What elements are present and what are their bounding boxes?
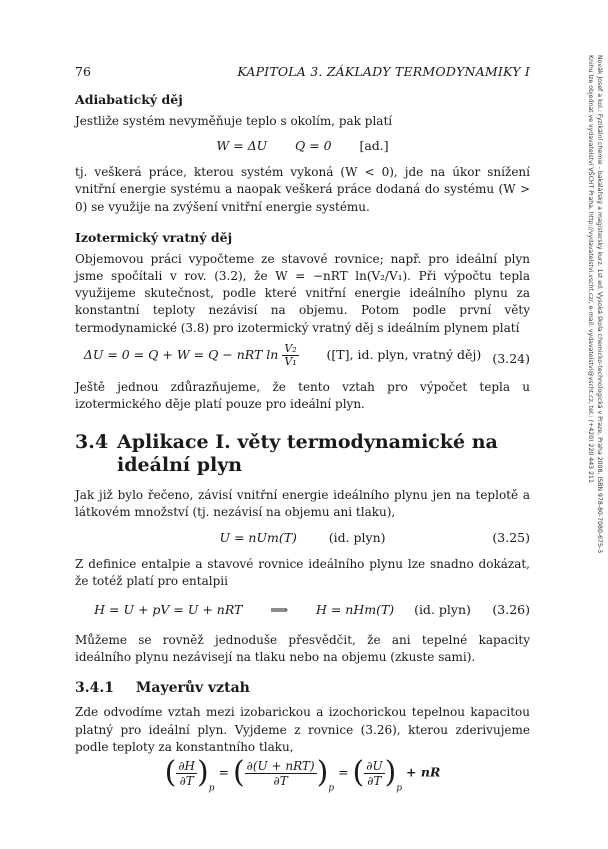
subsection-title: Mayerův vztah: [135, 680, 250, 697]
section-title: Aplikace I. věty termodynamické na ideální plyn: [117, 431, 498, 477]
eq-3-24-fraction: [282, 343, 298, 368]
equation-3-25: [75, 526, 530, 552]
isothermal-text: Objemovou práci vypočteme ze stavové rovnice; např. pro ideální plyn jsme spočítali v rov. (3.2), že W = −nRT ln(V₂/V₁). Při výpočtu tepla využijeme skutečnost, podle které vnitřní energie ideálního plynu za konstantní teploty nezávisí na objemu. Potom podle první věty termodynamické (3.8) pro izotermický vratný děj s ideálním plynem platí: [75, 251, 530, 335]
subsection-heading: [75, 680, 530, 696]
mayer-frac-2: [245, 759, 317, 788]
mayer-frac-1-top: ∂H: [178, 758, 196, 773]
eq-3-24-number: (3.24): [492, 350, 530, 366]
eq-3-25-condition: (id. plyn): [328, 529, 386, 545]
equation-mayer: ( $\frac{\partial H}{\partial T}$ )$_p$ = ( ∂(U + nRT) ∂T )$_p$ = ( $\frac{\partial U}{\partial T}$ )$_p$ + nR: [164, 755, 441, 794]
eq-3-25-main: U = nUm(T): [219, 529, 297, 545]
mayer-frac-2-bot: ∂T: [273, 773, 288, 788]
isothermal-note: Ještě jednou zdůrazňujeme, že tento vztah pro výpočet tepla u izotermického děje platí pouze pro ideální plyn.: [75, 379, 530, 412]
eq-3-24-frac-bot: V₁: [284, 354, 297, 368]
section-text-2: Z definice entalpie a stavové rovnice ideálního plynu lze snadno dokázat, že totéž platí pro entalpii: [75, 556, 530, 588]
adiabatic-heading: Adiabatický děj: [75, 92, 183, 107]
adiabatic-text: tj. veškerá práce, kterou systém vykoná (W < 0), jde na úkor snížení vnitřní energie systému a naopak veškerá práce dodaná do systému (W > 0) se využije na zvýšení vnitřní energie systému.: [75, 165, 530, 214]
section-number: 3.4: [75, 431, 109, 454]
mayer-sub-1: p: [208, 783, 215, 794]
subsection-text: Zde odvodíme vztah mezi izobarickou a izochorickou tepelnou kapacitou platný pro ideální plyn. Vyjdeme z rovnice (3.26), kterou zderivujeme podle teploty za konstantního tlaku,: [75, 705, 530, 754]
equation-adiabatic: [75, 134, 530, 160]
eq-3-24-condition: ([T], id. plyn, vratný děj): [326, 346, 482, 362]
sidebar-citation: [578, 55, 608, 795]
eq-3-24-main: ΔU = 0 = Q + W = Q − nRT ln: [83, 346, 279, 362]
section-text-1: Jak již bylo řečeno, závisí vnitřní energie ideálního plynu jen na teplotě a látkovém množství (tj. nezávisí na objemu ani tlaku),: [75, 488, 530, 520]
sidebar-line-1: Novák Josef a kol.: Fyzikální chemie - bakalářský a magisterský kurz. 1st ed. Vysoká škola chemicko-technologická v Praze, Praha 2008. ISBN 978-80-7080-675-3: [596, 55, 603, 554]
section-text-3: Můžeme se rovněž jednoduše přesvědčit, že ani tepelné kapacity ideálního plynu nezávisejí na tlaku nebo na objemu (zkuste sami).: [75, 633, 530, 665]
eq-3-25-number: (3.25): [492, 529, 530, 545]
mayer-sub-2: p: [328, 783, 335, 794]
adiabatic-intro: Jestliže systém nevyměňuje teplo s okolím, pak platí: [75, 114, 393, 128]
eq-adiabatic-tag: [ad.]: [359, 138, 389, 154]
page-body: [75, 92, 530, 808]
eq-3-26-right: H = nHm(T): [315, 602, 395, 618]
mayer-eq-2: =: [338, 764, 349, 780]
mayer-frac-1-bot: ∂T: [179, 773, 194, 788]
mayer-sub-3: p: [396, 783, 403, 794]
equation-3-24: [75, 341, 530, 375]
chapter-header: KAPITOLA 3. ZÁKLADY TERMODYNAMIKY I: [237, 64, 530, 79]
eq-3-26-arrow: ⟹: [270, 602, 289, 618]
eq-3-26-left: H = U + pV = U + nRT: [94, 602, 243, 618]
isothermal-heading: Izotermický vratný děj: [75, 229, 233, 245]
section-heading: [75, 431, 530, 477]
eq-3-26-number: (3.26): [492, 602, 530, 618]
mayer-frac-1: [176, 759, 197, 788]
eq-3-26-condition: (id. plyn): [414, 602, 471, 618]
subsection-number: 3.4.1: [75, 680, 114, 697]
eq-3-24-frac-top: V₂: [284, 341, 297, 355]
equation-3-26: [75, 598, 530, 624]
mayer-frac-3: [364, 759, 384, 788]
eq-adiabatic-mid: Q = 0: [295, 138, 332, 154]
eq-adiabatic-left: W = ΔU: [216, 138, 268, 154]
mayer-frac-2-top: ∂(U + nRT): [246, 758, 315, 773]
mayer-frac-3-top: ∂U: [366, 758, 383, 773]
mayer-tail: + nR: [406, 764, 441, 780]
mayer-eq-1: =: [218, 764, 229, 780]
mayer-frac-3-bot: ∂T: [367, 773, 382, 788]
sidebar-line-2: Knihu lze objednat ve vydavatelství VŠCHT Praha, http://vydavatelstvi.vscht.cz/, e-mail: vydavatelstvi@vscht.cz, tel.: (+420) 220 443 211: [587, 55, 594, 483]
page-number: 76: [75, 64, 91, 79]
